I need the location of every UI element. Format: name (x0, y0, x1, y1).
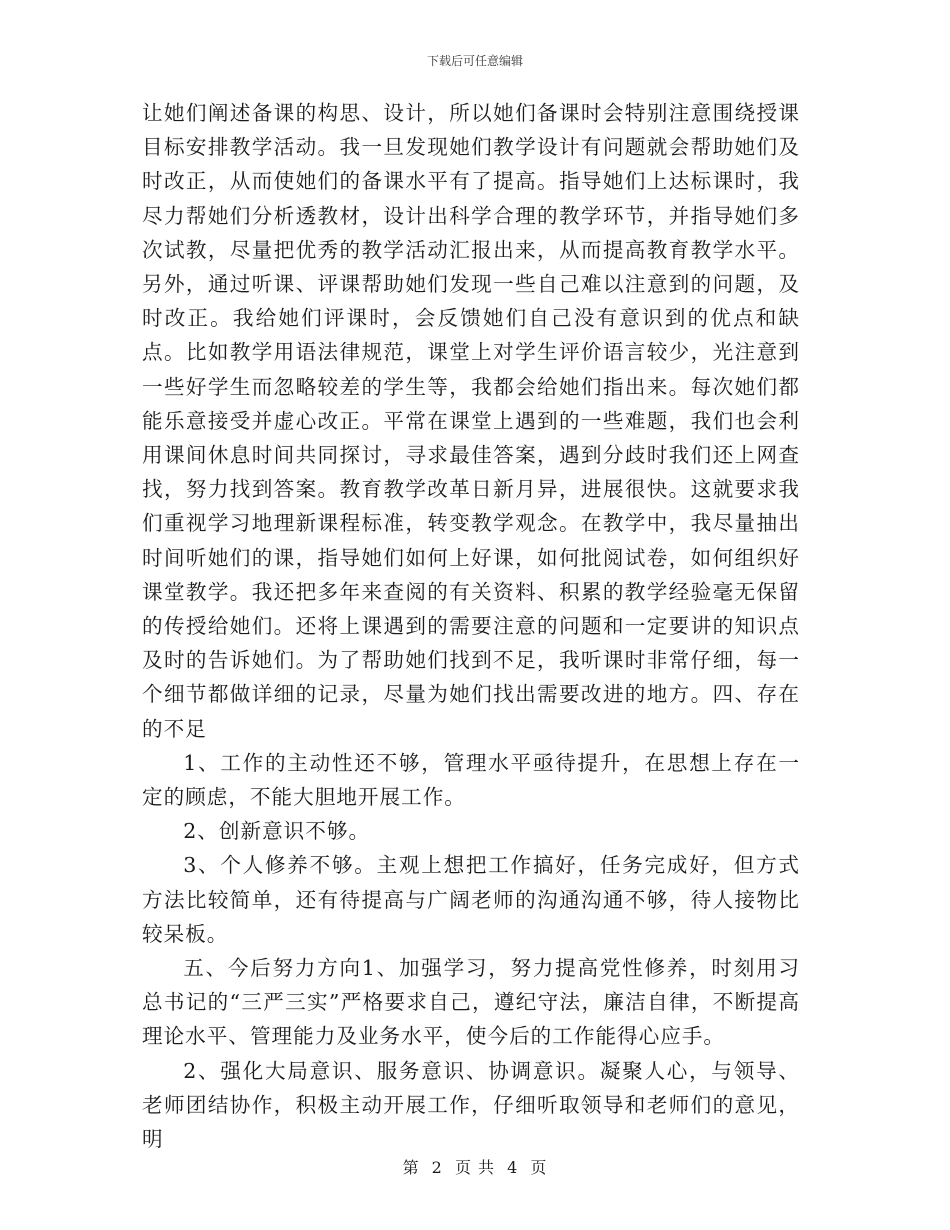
paragraph-4: 3、个人修养不够。主观上想把工作搞好，任务完成好，但方式方法比较简单，还有待提高与广阔老师的沟通沟通不够，待人接物比较呆板。 (142, 853, 800, 946)
paragraph-6: 2、强化大局意识、服务意识、协调意识。凝聚人心，与领导、老师团结协作，积极主动开展工作，仔细听取领导和老师们的意见，明 (142, 1058, 800, 1152)
page-header (0, 52, 950, 69)
paragraph-5: 五、今后努力方向1、加强学习，努力提高党性修养，时刻用习总书记的“三严三实”严格要求自己，遵纪守法，廉洁自律，不断提高理论水平、管理能力及业务水平，使今后的工作能得心应手。 (142, 956, 800, 1049)
paragraph-1: 让她们阐述备课的构思、设计，所以她们备课时会特别注意围绕授课目标安排教学活动。我一旦发现她们教学设计有问题就会帮助她们及时改正，从而使她们的备课水平有了提高。指导她们上达标课时，我尽力帮她们分析透教材，设计出科学合理的教学环节，并指导她们多次试教，尽量把优秀的教学活动汇报出来，从而提高教育教学水平。另外，通过听课、评课帮助她们发现一些自己难以注意到的问题，及时改正。我给她们评课时，会反馈她们自己没有意识到的优点和缺点。比如教学用语法律规范，课堂上对学生评价语言较少，光注意到一些好学生而忽略较差的学生等，我都会给她们指出来。每次她们都能乐意接受并虚心改正。平常在课堂上遇到的一些难题，我们也会利用课间休息时间共同探讨，寻求最佳答案，遇到分歧时我们还上网查找，努力找到答案。教育教学改革日新月异，进展很快。这就要求我们重视学习地理新课程标准，转变教学观念。在教学中，我尽量抽出时间听她们的课，指导她们如何上好课，如何批阅试卷，如何组织好课堂教学。我还把多年来查阅的有关资料、积累的教学经验毫无保留的传授给她们。还将上课遇到的需要注意的问题和一定要讲的知识点及时的告诉她们。为了帮助她们找到不足，我听课时非常仔细，每一个细节都做详细的记录，尽量为她们找出需要改进的地方。四、存在的不足 (142, 101, 800, 741)
document-body (142, 96, 800, 1156)
footer-current-page: 2 (431, 1158, 443, 1177)
footer-suffix: 页 (530, 1158, 548, 1177)
header-text: 下载后可任意编辑 (426, 54, 523, 68)
paragraph-2: 1、工作的主动性还不够，管理水平亟待提升，在思想上存在一定的顾虑，不能大胆地开展工作。 (142, 750, 800, 810)
footer-prefix: 第 (402, 1158, 420, 1177)
paragraph-3: 2、创新意识不够。 (183, 819, 371, 844)
footer-total-pages: 4 (507, 1158, 519, 1177)
page-footer (0, 1155, 950, 1178)
footer-middle: 页 共 (454, 1158, 496, 1177)
